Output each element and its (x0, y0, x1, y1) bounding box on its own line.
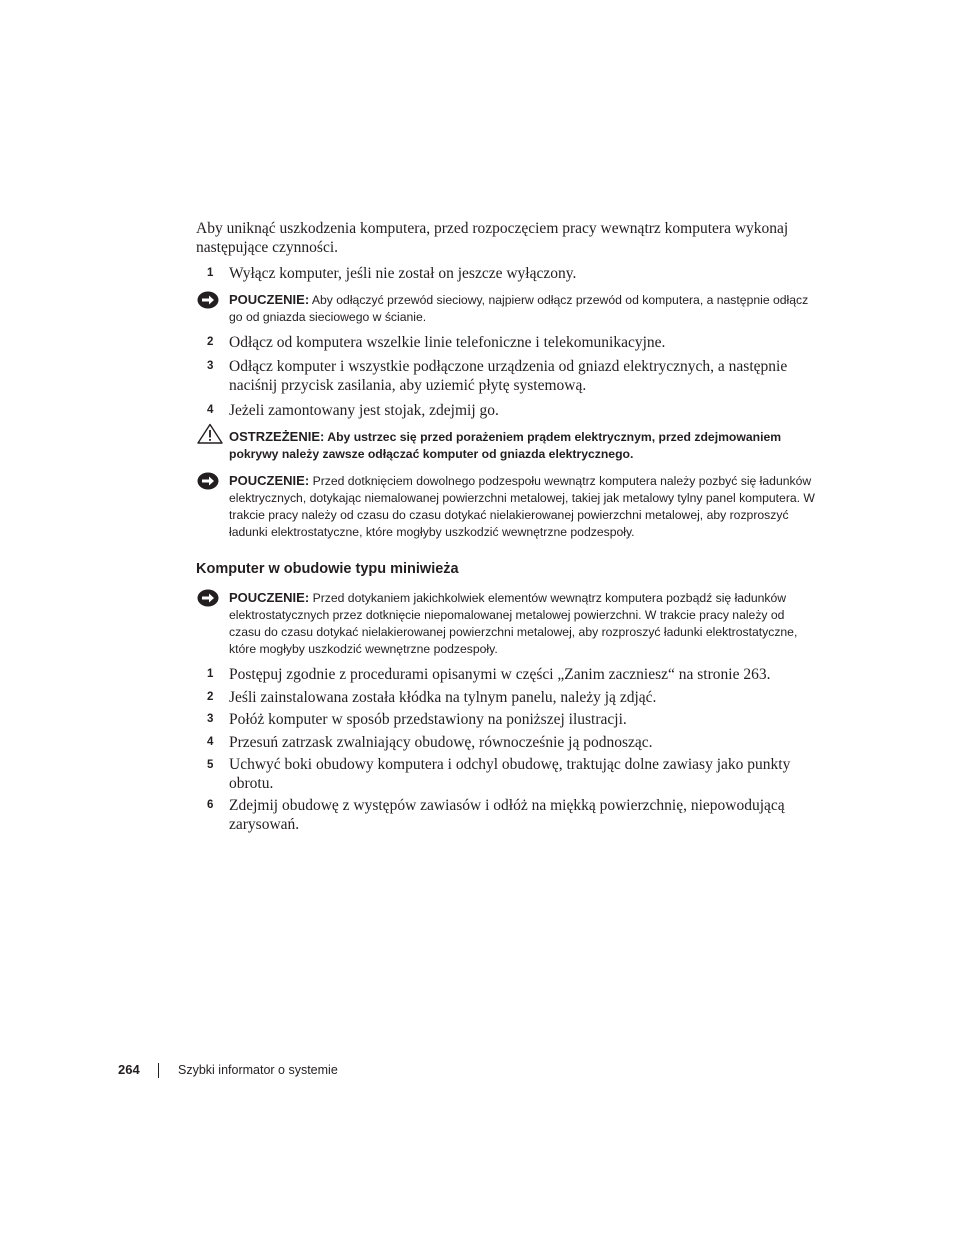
step-number: 1 (207, 267, 214, 279)
step-text: Uchwyć boki obudowy komputera i odchyl obudowę, traktując dolne zawiasy jako punkty obrotu. (229, 756, 791, 792)
notice-arrow-icon (197, 589, 219, 612)
warning-block (229, 428, 819, 463)
step-number: 1 (207, 668, 214, 680)
notice-label: POUCZENIE: (229, 590, 310, 605)
step-text: Połóż komputer w sposób przedstawiony na poniższej ilustracji. (229, 711, 627, 728)
step-number: 4 (207, 404, 214, 416)
notice-block (229, 291, 819, 326)
step-text: Zdejmij obudowę z występów zawiasów i odłóż na miękką powierzchnię, niepowodującą zarysowań. (229, 797, 785, 833)
step-text: Postępuj zgodnie z procedurami opisanymi w części „Zanim zaczniesz“ na stronie 263. (229, 666, 771, 683)
step-text: Jeśli zainstalowana została kłódka na tylnym panelu, należy ją zdjąć. (229, 689, 657, 706)
step-number: 6 (207, 799, 214, 811)
intro-paragraph: Aby uniknąć uszkodzenia komputera, przed rozpoczęciem pracy wewnątrz komputera wykonaj następujące czynności. (196, 220, 789, 256)
notice-text: Aby odłączyć przewód sieciowy, najpierw odłącz przewód od komputera, a następnie odłącz go od gniazda sieciowego w ścianie. (229, 293, 809, 324)
notice-arrow-icon (197, 472, 219, 495)
notice-text: Przed dotykaniem jakichkolwiek elementów wewnątrz komputera pozbądź się ładunków elektrostatycznych przez dotknięcie niepomalowanej metalowej powierzchni. W trakcie pracy należy od czasu do czasu dotykać nielakierowanej powierzchni metalowej, aby rozproszyć ładunki elektrostatyczne, które mogłyby uszkodzić wewnętrzne podzespoły. (229, 591, 798, 656)
notice-block (229, 472, 819, 541)
step-text: Wyłącz komputer, jeśli nie został on jeszcze wyłączony. (229, 265, 577, 282)
notice-arrow-icon (197, 291, 219, 314)
page-number: 264 (118, 1062, 140, 1077)
step-text: Odłącz od komputera wszelkie linie telefoniczne i telekomunikacyjne. (229, 334, 666, 351)
footer-title: Szybki informator o systemie (178, 1063, 338, 1077)
notice-label: POUCZENIE: (229, 473, 310, 488)
footer-divider (158, 1063, 159, 1078)
warning-text: Aby ustrzec się przed porażeniem prądem elektrycznym, przed zdejmowaniem pokrywy należy zawsze odłączać komputer od gniazda elektrycznego. (229, 430, 782, 461)
step-text: Przesuń zatrzask zwalniający obudowę, równocześnie ją podnosząc. (229, 734, 653, 751)
notice-block (229, 589, 819, 658)
warning-triangle-icon (197, 423, 223, 449)
step-number: 5 (207, 759, 214, 771)
notice-label: POUCZENIE: (229, 292, 310, 307)
step-number: 4 (207, 736, 214, 748)
section-heading: Komputer w obudowie typu miniwieża (196, 561, 459, 577)
step-number: 3 (207, 713, 214, 725)
notice-text: Przed dotknięciem dowolnego podzespołu wewnątrz komputera należy pozbyć się ładunków elektrycznych, dotykając niemalowanej powierzchni metalowej, takiej jak metalowy tylny panel komputera. W trakcie pracy należy od czasu do czasu dotykać nielakierowanej powierzchni metalowej, aby rozproszyć ładunki elektrostatyczne, które mogłyby uszkodzić wewnętrzne podzespoły. (229, 474, 815, 539)
step-text: Jeżeli zamontowany jest stojak, zdejmij go. (229, 402, 499, 419)
step-number: 2 (207, 336, 214, 348)
step-number: 2 (207, 691, 214, 703)
step-text: Odłącz komputer i wszystkie podłączone urządzenia od gniazd elektrycznych, a następnie naciśnij przycisk zasilania, aby uziemić płytę systemową. (229, 358, 788, 394)
step-number: 3 (207, 360, 214, 372)
warning-label: OSTRZEŻENIE: (229, 429, 325, 444)
